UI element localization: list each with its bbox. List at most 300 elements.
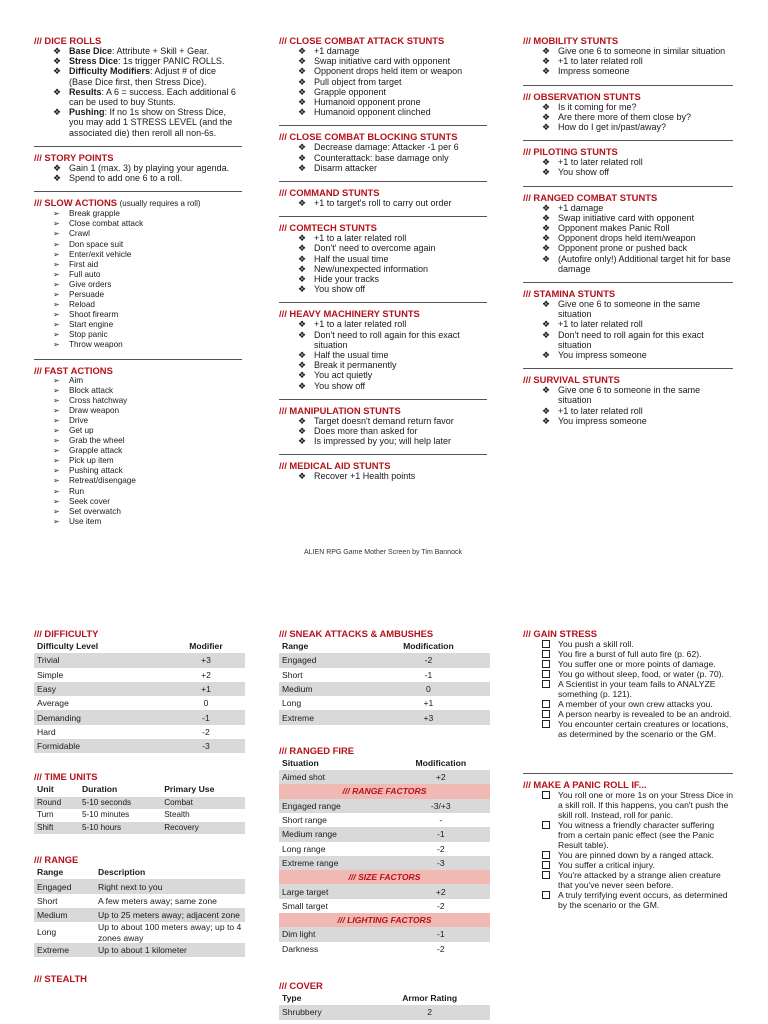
table-cell: +2 (392, 884, 490, 898)
bullet-diamond-icon: ❖ (53, 86, 62, 97)
bullet-arrow-icon: ➢ (53, 310, 60, 320)
list-item (34, 507, 242, 517)
list-item (279, 243, 487, 253)
list-item (523, 649, 733, 659)
bullet-arrow-icon: ➢ (53, 239, 60, 249)
list-item-text: Opponent makes Panic Roll (558, 223, 670, 234)
stunt-list (279, 471, 487, 481)
fast-actions-section (34, 365, 242, 527)
section-title: /// RANGED FIRE (279, 744, 355, 756)
list-item-text: You suffer one or more points of damage. (558, 659, 716, 669)
bullet-arrow-icon: ➢ (53, 476, 60, 486)
list-item (523, 243, 733, 253)
list-item (523, 790, 733, 820)
list-item (523, 167, 733, 177)
bullet-diamond-icon: ❖ (298, 380, 307, 391)
list-item (279, 264, 487, 274)
list-item-text: You go without sleep, food, or water (p. 70). (558, 669, 724, 679)
table-cell: -2 (436, 943, 445, 954)
list-item (34, 426, 242, 436)
divider (279, 216, 487, 217)
stunt-list (523, 102, 733, 133)
bullet-diamond-icon: ❖ (298, 198, 307, 209)
list-item (34, 456, 242, 466)
list-item-text: Start engine (69, 320, 114, 330)
table-cell: Aimed shot (279, 770, 392, 784)
table-cell: A few meters away; same zone (98, 895, 217, 906)
list-item (34, 517, 242, 527)
list-item (34, 476, 242, 486)
list-item (279, 284, 487, 294)
term-label: Pushing (69, 107, 105, 118)
table-cell: Medium (279, 682, 367, 696)
table-cell: Medium range (279, 827, 392, 841)
survival-section (523, 374, 733, 426)
bullet-diamond-icon: ❖ (542, 243, 551, 254)
table-cell: +3 (167, 653, 245, 667)
column-header: Description (98, 867, 146, 878)
list-item (279, 142, 487, 152)
list-item (523, 669, 733, 679)
list-item-text: You're attacked by a strange alien creature that you've never seen before. (558, 870, 721, 890)
section-title (34, 197, 242, 209)
bullet-arrow-icon: ➢ (53, 516, 60, 526)
table-cell: Hard (37, 726, 56, 737)
section-title: /// STORY POINTS (34, 151, 114, 163)
table-row (34, 943, 245, 957)
bullet-diamond-icon: ❖ (542, 46, 551, 56)
bullet-diamond-icon: ❖ (298, 274, 307, 285)
bullet-arrow-icon: ➢ (53, 395, 60, 405)
bullet-diamond-icon: ❖ (298, 66, 307, 77)
list-item-text: Shoot firearm (69, 310, 119, 320)
table-cell: Stealth (164, 810, 190, 820)
list-item (523, 350, 733, 360)
list-item (34, 466, 242, 476)
list-item-text: You push a skill roll. (558, 639, 634, 649)
column-header: Armor Rating (402, 992, 458, 1003)
bullet-diamond-icon: ❖ (298, 415, 307, 426)
bullet-diamond-icon: ❖ (542, 167, 551, 178)
list-item-text: Counterattack: base damage only (314, 152, 449, 163)
slow-actions-title: /// SLOW ACTIONS (34, 197, 117, 209)
table-row (34, 668, 245, 682)
table-cell: Formidable (34, 739, 167, 753)
table-row (279, 856, 490, 870)
range-factors-band (279, 784, 490, 798)
bullet-arrow-icon: ➢ (53, 269, 60, 279)
list-item (34, 173, 242, 183)
bullet-arrow-icon: ➢ (53, 340, 60, 350)
list-item-text: Pushing attack (69, 466, 123, 476)
bottom-column-2 (279, 628, 490, 1020)
divider (279, 454, 487, 455)
list-item (523, 203, 733, 213)
section-title: /// CLOSE COMBAT ATTACK STUNTS (279, 35, 445, 46)
list-item-text (69, 56, 224, 66)
bullet-diamond-icon: ❖ (298, 426, 307, 437)
table-cell: -3 (392, 856, 490, 870)
list-item-text: Drive (69, 415, 89, 425)
stunt-list (279, 198, 487, 208)
list-item-text: Break grapple (69, 209, 120, 219)
top-column-1 (34, 35, 242, 535)
bullet-arrow-icon: ➢ (53, 405, 60, 415)
size-factors-band (279, 870, 490, 884)
bullet-diamond-icon: ❖ (298, 350, 307, 361)
table-cell: Darkness (282, 943, 319, 954)
list-item (279, 471, 487, 481)
checkbox-icon (542, 891, 550, 899)
list-item (523, 233, 733, 243)
list-item-text: Enter/exit vehicle (69, 249, 132, 259)
table-row (279, 942, 490, 956)
section-title: /// GAIN STRESS (523, 628, 597, 639)
list-item-text: How do I get in/past/away? (558, 122, 667, 133)
list-item (523, 319, 733, 329)
checkbox-icon (542, 821, 550, 829)
table-cell: Round (34, 797, 79, 810)
list-item-text (69, 87, 236, 107)
table-cell: Average (37, 698, 69, 709)
list-item-text: Give one 6 to someone in the same situation (558, 385, 701, 406)
table-row (34, 696, 245, 710)
bullet-arrow-icon: ➢ (53, 415, 60, 425)
bullet-diamond-icon: ❖ (298, 97, 307, 108)
list-item-text: Spend to add one 6 to a roll. (69, 173, 183, 184)
table-cell: -1 (392, 927, 490, 941)
table-cell: Easy (34, 682, 167, 696)
ranged-fire-table (279, 756, 490, 956)
bullet-diamond-icon: ❖ (298, 471, 307, 482)
bullet-diamond-icon: ❖ (542, 122, 551, 133)
list-item-text: Grab the wheel (69, 436, 125, 446)
list-item-text: Opponent drops held item/weapon (558, 233, 696, 244)
list-item-text: Grapple opponent (314, 86, 387, 97)
dice-rolls-list (34, 46, 242, 138)
table-row (34, 894, 245, 908)
list-item (34, 330, 242, 340)
stunt-list (279, 416, 487, 447)
table-cell: -1 (167, 710, 245, 724)
bullet-diamond-icon: ❖ (542, 233, 551, 244)
table-cell: Turn (37, 810, 54, 820)
bullet-arrow-icon: ➢ (53, 229, 60, 239)
table-row (34, 922, 245, 942)
column-header: Modification (403, 641, 454, 652)
list-item-text: Half the usual time (314, 350, 389, 361)
list-item-text: Retreat/disengage (69, 476, 136, 486)
column-header: Range (282, 641, 309, 652)
list-item (34, 107, 242, 138)
list-item (523, 659, 733, 669)
list-item (279, 198, 487, 208)
list-item (523, 254, 733, 274)
stunt-list (279, 46, 487, 117)
column-header: Range (37, 867, 64, 878)
divider (34, 146, 242, 147)
list-item-text: Don't' need to overcome again (314, 243, 436, 254)
list-item (34, 376, 242, 386)
bullet-diamond-icon: ❖ (298, 370, 307, 381)
bullet-diamond-icon: ❖ (298, 86, 307, 97)
term-label: Base Dice (69, 46, 113, 56)
list-item (34, 240, 242, 250)
list-item-text: Reload (69, 300, 95, 310)
band-label: /// LIGHTING FACTORS (279, 913, 490, 927)
checkbox-icon (542, 871, 550, 879)
table-row (34, 682, 245, 696)
heavy-machinery-section (279, 308, 487, 390)
bullet-arrow-icon: ➢ (53, 209, 60, 219)
table-cell: Large target (279, 884, 392, 898)
list-item-text: +1 to target's roll to carry out order (314, 198, 452, 209)
list-item-text: Recover +1 Health points (314, 471, 416, 482)
stunt-list (523, 299, 733, 360)
list-item (523, 102, 733, 112)
table-cell: +1 (167, 682, 245, 696)
list-item (523, 860, 733, 870)
sneak-attack-table (279, 639, 490, 725)
checkbox-icon (542, 650, 550, 658)
list-item (523, 709, 733, 719)
table-cell: -2 (367, 653, 490, 667)
bullet-arrow-icon: ➢ (53, 385, 60, 395)
list-item-text: Swap initiative card with opponent (314, 56, 451, 67)
list-item (279, 66, 487, 76)
section-title: /// FAST ACTIONS (34, 364, 113, 376)
band-label: /// RANGE FACTORS (279, 784, 490, 798)
list-item (523, 112, 733, 122)
section-title: /// DICE ROLLS (34, 35, 102, 46)
list-item (34, 229, 242, 239)
list-item-text: Are there more of them close by? (558, 111, 692, 122)
list-item-text: Pull object from target (314, 76, 402, 87)
bullet-diamond-icon: ❖ (542, 385, 551, 396)
list-item-text: Seek cover (69, 496, 110, 506)
table-row (34, 879, 245, 893)
table-cell: 0 (203, 698, 209, 709)
table-cell: - (439, 815, 443, 826)
list-item (523, 66, 733, 76)
list-item-text: A member of your own crew attacks you. (558, 699, 713, 709)
list-item (523, 122, 733, 132)
bottom-column-1 (34, 628, 245, 984)
list-item-text: Decrease damage: Attacker -1 per 6 (314, 142, 459, 153)
list-item (279, 416, 487, 426)
list-item-text: +1 to a later related roll (314, 233, 407, 244)
list-item-text: You act quietly (314, 370, 373, 381)
list-item-text: Use item (69, 516, 102, 526)
section-title: /// MANIPULATION STUNTS (279, 404, 401, 416)
table-row (279, 899, 490, 913)
bullet-diamond-icon: ❖ (298, 243, 307, 254)
table-cell: Extreme (34, 943, 95, 957)
table-row (279, 682, 490, 696)
table-cell: -2 (436, 843, 445, 854)
term-definition: : If no 1s show on Stress Dice, you may add 1 STRESS LEVEL (and the associated die) then reroll all non-6s. (69, 107, 233, 138)
table-row (279, 799, 490, 813)
slow-actions-list (34, 209, 242, 350)
table-cell: Medium (34, 908, 95, 922)
bullet-diamond-icon: ❖ (542, 405, 551, 416)
lighting-factors-band (279, 913, 490, 927)
term-label: Difficulty Modifiers (69, 66, 151, 77)
list-item (279, 233, 487, 243)
section-title: /// PILOTING STUNTS (523, 146, 618, 158)
table-cell: +1 (423, 698, 434, 709)
list-item (34, 310, 242, 320)
list-item-text: You are pinned down by a ranged attack. (558, 850, 714, 860)
list-item-text: Don't need to roll again for this exact situation (314, 329, 460, 350)
table-cell: 0 (367, 682, 490, 696)
checkbox-icon (542, 861, 550, 869)
list-item-text: You impress someone (558, 415, 647, 426)
stunt-list (279, 233, 487, 294)
table-cell: Up to about 1 kilometer (95, 943, 245, 957)
list-item-text: +1 to later related roll (558, 157, 643, 168)
bullet-diamond-icon: ❖ (542, 111, 551, 122)
bullet-arrow-icon: ➢ (53, 259, 60, 269)
bullet-arrow-icon: ➢ (53, 375, 60, 385)
checkbox-icon (542, 791, 550, 799)
column-header: Type (282, 992, 302, 1003)
column-header: Unit (37, 784, 54, 795)
bullet-diamond-icon: ❖ (542, 329, 551, 340)
table-cell: Extreme range (279, 856, 392, 870)
list-item-text: Is impressed by you; will help later (314, 436, 452, 447)
table-row (279, 927, 490, 941)
bullet-arrow-icon: ➢ (53, 249, 60, 259)
section-title: /// STAMINA STUNTS (523, 288, 616, 300)
table-row (279, 1005, 490, 1019)
list-item-text: Get up (69, 426, 94, 436)
list-item (34, 250, 242, 260)
table-row (279, 696, 490, 710)
list-item-text: Swap initiative card with opponent (558, 212, 695, 223)
checkbox-icon (542, 700, 550, 708)
section-title: /// HEAVY MACHINERY STUNTS (279, 308, 420, 320)
section-title: /// MAKE A PANIC ROLL IF... (523, 779, 647, 790)
bullet-diamond-icon: ❖ (298, 233, 307, 244)
panic-roll-list (523, 790, 733, 910)
table-cell: 2 (369, 1005, 490, 1019)
table-cell: -2 (436, 900, 445, 911)
bullet-arrow-icon: ➢ (53, 300, 60, 310)
list-item (523, 56, 733, 66)
table-row (279, 668, 490, 682)
list-item-text: Run (69, 486, 85, 496)
top-column-3 (523, 35, 733, 434)
checkbox-icon (542, 720, 550, 728)
slow-actions-section (34, 197, 242, 350)
list-item-text: +1 damage (558, 202, 604, 213)
table-cell: -3/+3 (392, 799, 490, 813)
bullet-diamond-icon: ❖ (298, 284, 307, 295)
bullet-arrow-icon: ➢ (53, 496, 60, 506)
bullet-diamond-icon: ❖ (298, 56, 307, 67)
table-row (34, 908, 245, 922)
list-item (34, 446, 242, 456)
ranged-combat-section (523, 192, 733, 274)
bullet-arrow-icon: ➢ (53, 436, 60, 446)
bullet-diamond-icon: ❖ (298, 162, 307, 173)
story-points-list (34, 163, 242, 183)
checkbox-icon (542, 680, 550, 688)
list-item-text: Does more than asked for (314, 426, 418, 437)
list-item (34, 320, 242, 330)
section-title: /// STEALTH (34, 973, 87, 985)
list-item (523, 406, 733, 416)
list-item (34, 406, 242, 416)
section-title: /// MEDICAL AID STUNTS (279, 460, 391, 472)
divider (523, 140, 733, 141)
list-item (523, 416, 733, 426)
section-title: /// DIFFICULTY (34, 628, 99, 639)
list-item (523, 639, 733, 649)
checkbox-icon (542, 640, 550, 648)
section-title: /// MOBILITY STUNTS (523, 35, 619, 46)
list-item (34, 87, 242, 107)
bullet-arrow-icon: ➢ (53, 446, 60, 456)
list-item (34, 219, 242, 229)
table-cell: Small target (282, 900, 328, 911)
list-item (34, 209, 242, 219)
list-item (523, 46, 733, 56)
cover-table (279, 991, 490, 1020)
bullet-diamond-icon: ❖ (298, 319, 307, 330)
slow-actions-note: (usually requires a roll) (119, 199, 201, 209)
table-cell: Right next to you (95, 879, 245, 893)
bullet-diamond-icon: ❖ (298, 76, 307, 87)
list-item (34, 436, 242, 446)
list-item (523, 850, 733, 860)
bullet-diamond-icon: ❖ (542, 157, 551, 168)
table-cell: Up to 25 meters away; adjacent zone (95, 908, 245, 922)
column-header: Difficulty Level (37, 641, 99, 652)
section-title: /// COVER (279, 979, 323, 991)
list-item-text: Don't need to roll again for this exact situation (558, 329, 704, 350)
list-item-text: You suffer a critical injury. (558, 860, 655, 870)
table-row (279, 827, 490, 841)
time-units-table (34, 782, 245, 834)
bullet-diamond-icon: ❖ (542, 202, 551, 213)
list-item (523, 213, 733, 223)
table-cell: Trivial (34, 653, 167, 667)
term-definition: : Attribute + Skill + Gear. (112, 46, 210, 56)
table-row (34, 822, 245, 835)
list-item-text: You witness a friendly character suffering from a certain panic effect (see the Panic Result table). (558, 820, 715, 850)
list-item-text: You encounter certain creatures or locations, as determined by the scenario or the GM. (558, 719, 729, 739)
list-item-text: Humanoid opponent prone (314, 97, 421, 108)
list-item (523, 870, 733, 890)
term-label: Stress Dice (69, 56, 119, 67)
table-cell: -1 (424, 669, 433, 680)
table-cell: -1 (392, 827, 490, 841)
stunt-list (279, 319, 487, 390)
table-row (34, 725, 245, 739)
divider (34, 191, 242, 192)
dice-rolls-section (34, 35, 242, 138)
list-item-text: A Scientist in your team fails to ANALYZE something (p. 121). (558, 679, 716, 699)
section-title: /// SNEAK ATTACKS & AMBUSHES (279, 628, 434, 639)
checkbox-icon (542, 660, 550, 668)
list-item (34, 386, 242, 396)
medical-aid-section (279, 460, 487, 481)
list-item-text: Target doesn't demand return favor (314, 415, 454, 426)
list-item-text: Gain 1 (max. 3) by playing your agenda. (69, 162, 230, 173)
bullet-diamond-icon: ❖ (53, 173, 62, 184)
